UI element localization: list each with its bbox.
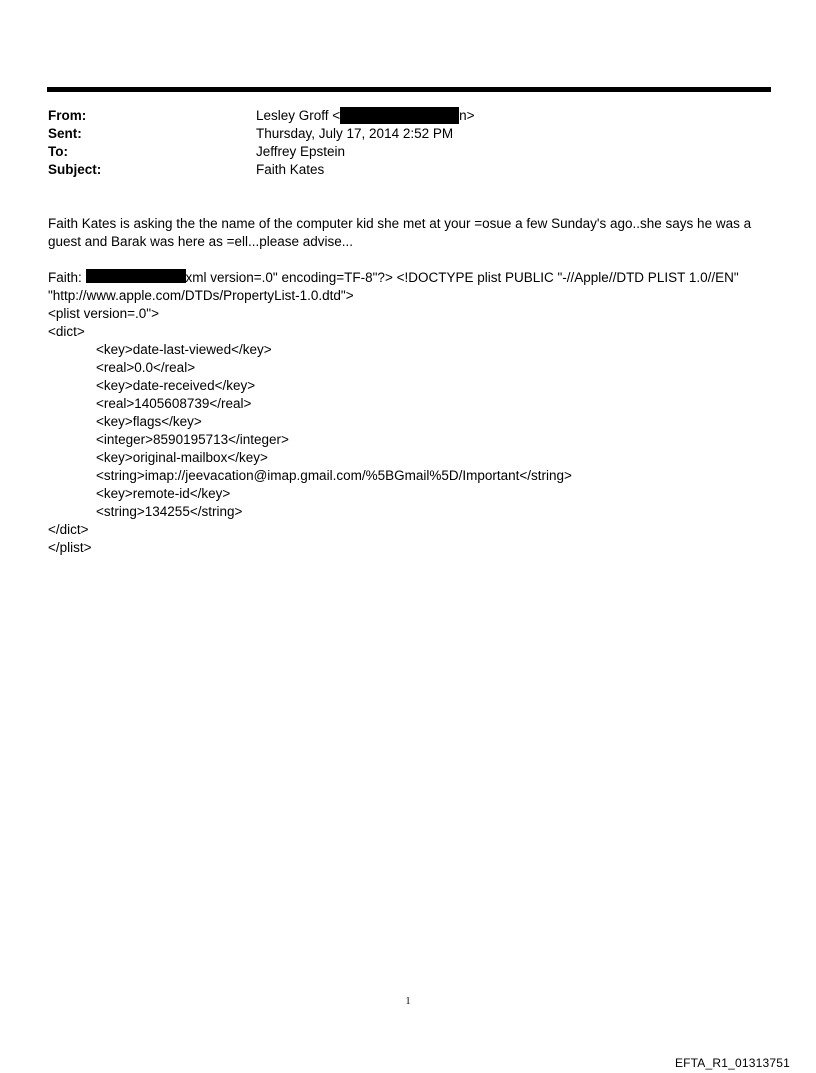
to-value: Jeffrey Epstein [256,144,346,159]
faith-line [48,269,768,287]
document-id: EFTA_R1_01313751 [674,1056,790,1070]
sent-row [48,125,768,143]
plist-line: <dict> [48,324,85,339]
email-header [48,107,768,179]
plist-line: "http://www.apple.com/DTDs/PropertyList-1.0.dtd"> [48,288,354,303]
to-row [48,143,768,161]
email-body [48,215,768,557]
blank-line [48,251,768,269]
plist-entry: <string>134255</string> [96,504,243,519]
plist-close-line: </plist> [48,540,92,555]
sent-label: Sent: [48,126,82,141]
top-divider [47,87,771,92]
plist-entry: <real>0.0</real> [96,360,196,375]
from-label: From: [48,108,87,123]
plist-entry: <real>1405608739</real> [96,396,252,411]
sent-value: Thursday, July 17, 2014 2:52 PM [256,126,454,141]
plist-entry: <key>date-received</key> [96,378,256,393]
subject-value: Faith Kates [256,162,325,177]
plist-entry: <key>remote-id</key> [96,486,231,501]
plist-entry: <string>imap://jeevacation@imap.gmail.com/%5BGmail%5D/Important</string> [96,468,572,483]
redaction-phone [86,269,186,283]
from-suffix: n> [459,108,475,123]
plist-close-line: </dict> [48,522,89,537]
redaction-email [340,107,459,124]
plist-entry: <key>flags</key> [96,414,202,429]
subject-label: Subject: [48,162,102,177]
from-name: Lesley Groff < [256,108,341,123]
plist-line: <plist version=.0"> [48,306,159,321]
page-number: 1 [405,996,411,1007]
message-paragraph: Faith Kates is asking the the name of the computer kid she met at your =osue a few Sunday's ago..she says he was a guest and Barak was here as =ell...please advise... [48,216,752,249]
plist-entry: <integer>8590195713</integer> [96,432,289,447]
faith-prefix: Faith: [48,270,86,285]
from-value [256,107,475,125]
to-label: To: [48,144,68,159]
plist-entry: <key>date-last-viewed</key> [96,342,272,357]
faith-rest: xml version=.0" encoding=TF-8"?> <!DOCTYPE plist PUBLIC "-//Apple//DTD PLIST 1.0//EN" [185,270,739,285]
from-row [48,107,768,125]
subject-row [48,161,768,179]
plist-entry: <key>original-mailbox</key> [96,450,268,465]
